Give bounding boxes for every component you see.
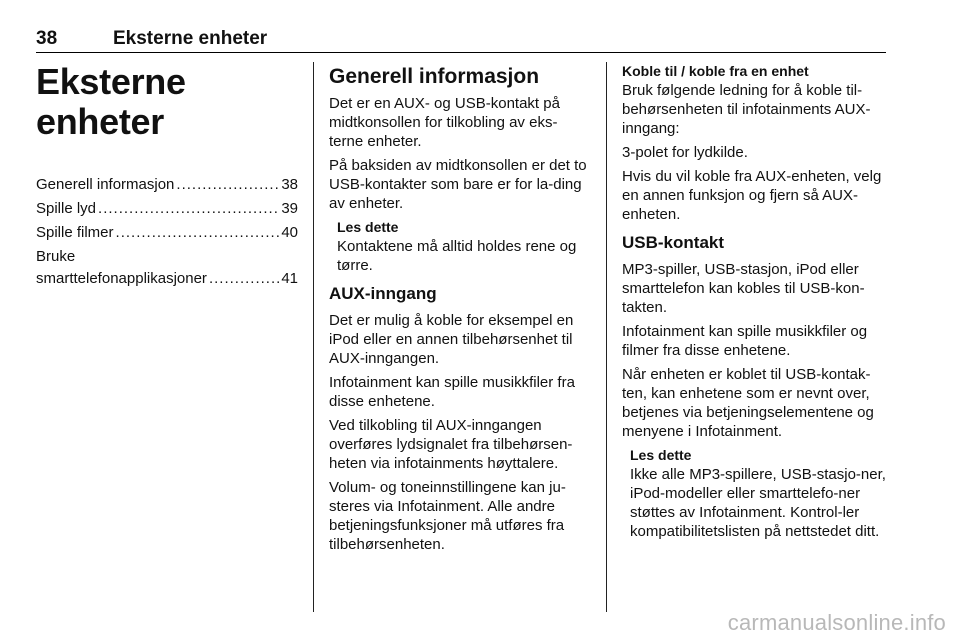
toc-entry-page: 39 bbox=[281, 200, 298, 217]
section-title: Generell informasjon bbox=[329, 65, 540, 88]
paragraph: 3-polet for lydkilde. bbox=[622, 144, 748, 161]
watermark: carmanualsonline.info bbox=[727, 610, 946, 635]
note-title: Les dette bbox=[630, 447, 692, 463]
toc-leader bbox=[176, 174, 279, 196]
toc-leader bbox=[116, 222, 280, 244]
toc-column bbox=[36, 62, 298, 292]
paragraph: På baksiden av midtkonsollen er det to USB-kontakter som bare er for la-ding av enheter. bbox=[329, 157, 587, 212]
toc-entry[interactable] bbox=[36, 174, 298, 196]
paragraph: Bruk følgende ledning for å koble til-behørsenheten til infotainments AUX-inngang: bbox=[622, 82, 871, 137]
note-title: Les dette bbox=[337, 219, 399, 235]
paragraph: Volum- og toneinnstillingene kan ju-steres via Infotainment. Alle andre betjeningsfunksjoner må utføres fra tilbehørsenheten. bbox=[329, 479, 566, 553]
chapter-title: Eksterne enheter bbox=[36, 61, 186, 142]
toc-entry-title: Spille lyd bbox=[36, 200, 97, 217]
paragraph: Hvis du vil koble fra AUX-enheten, velg en annen funksjon og fjern så AUX-enheten. bbox=[622, 168, 882, 223]
column-divider bbox=[606, 62, 607, 612]
general-info-column bbox=[329, 62, 591, 559]
toc-entry[interactable] bbox=[36, 222, 298, 244]
connection-column bbox=[622, 62, 886, 547]
running-title: Eksterne enheter bbox=[113, 28, 268, 49]
paragraph: Infotainment kan spille musikkfiler og filmer fra disse enhetene. bbox=[622, 323, 868, 359]
toc-entry-page: 41 bbox=[281, 270, 298, 287]
toc-entry-title: Generell informasjon bbox=[36, 176, 175, 193]
paragraph: MP3-spiller, USB-stasjon, iPod eller smarttelefon kan kobles til USB-kon-takten. bbox=[622, 261, 865, 316]
lead-heading: Koble til / koble fra en enhet bbox=[622, 63, 809, 79]
subsection-title: USB-kontakt bbox=[622, 233, 725, 252]
toc-entry-page: 40 bbox=[281, 224, 298, 241]
toc-leader bbox=[98, 198, 279, 220]
toc-entry-title: smarttelefonapplikasjoner bbox=[36, 270, 207, 287]
note-box bbox=[329, 218, 591, 275]
toc-leader bbox=[209, 268, 279, 290]
toc-entry-page: 38 bbox=[281, 176, 298, 193]
toc-entry[interactable] bbox=[36, 198, 298, 220]
column-divider bbox=[313, 62, 314, 612]
page-number: 38 bbox=[36, 28, 58, 49]
page-header bbox=[36, 28, 886, 53]
note-text: Ikke alle MP3-spillere, USB-stasjo-ner, iPod-modeller eller smarttelefo-ner støttes av Infotainment. Kontrol-ler kompatibilitetslisten på nettstedet ditt. bbox=[630, 466, 886, 540]
note-box bbox=[622, 446, 886, 541]
toc-entry-title: Spille filmer bbox=[36, 224, 114, 241]
subsection-title: AUX-inngang bbox=[329, 284, 437, 303]
paragraph: Ved tilkobling til AUX-inngangen overføres lydsignalet fra tilbehørsen-heten via infotainments høyttalere. bbox=[329, 417, 573, 472]
toc-entry-title-line1: Bruke bbox=[36, 248, 76, 265]
toc-entry[interactable] bbox=[36, 246, 298, 290]
paragraph: Når enheten er koblet til USB-kontak-ten, kan enhetene som er nevnt over, betjenes via betjeningselementene og menyene i Infotainment. bbox=[622, 366, 874, 440]
paragraph: Det er en AUX- og USB-kontakt på midtkonsollen for tilkobling av eks-terne enheter. bbox=[329, 95, 560, 150]
paragraph: Infotainment kan spille musikkfiler fra disse enhetene. bbox=[329, 374, 575, 410]
paragraph: Det er mulig å koble for eksempel en iPod eller en annen tilbehørsenhet til AUX-inngangen. bbox=[329, 312, 574, 367]
note-text: Kontaktene må alltid holdes rene og tørre. bbox=[337, 238, 577, 274]
